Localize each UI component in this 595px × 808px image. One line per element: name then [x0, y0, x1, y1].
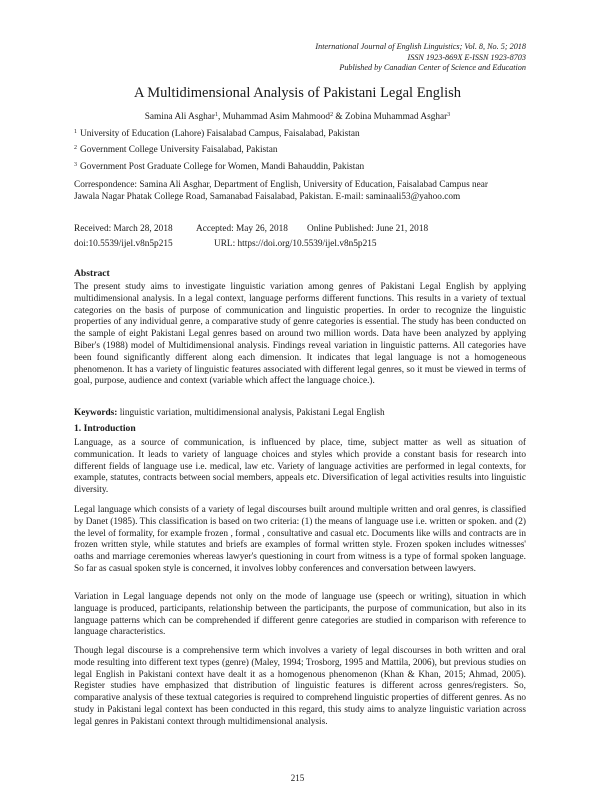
affiliation-number: 3 — [74, 162, 77, 168]
keywords-label: Keywords: — [74, 408, 118, 418]
correspondence — [74, 180, 554, 204]
affiliation-text: University of Education (Lahore) Faisalabad Campus, Faisalabad, Pakistan — [80, 129, 360, 139]
author-separator: & — [333, 112, 345, 122]
journal-issn: ISSN 1923-869X E-ISSN 1923-8703 — [407, 52, 526, 62]
doi-line — [74, 238, 377, 250]
abstract-text: The present study aims to investigate linguistic variation among genres of Pakistani Legal English by applying multidimensional analysis. In a legal context, language performs different functions. This results in a variety of textual categories on the basis of purpose of communication and linguistic properties. In order to recognize the linguistic properties of any individual genre, a comparative study of genre categories is essential. The study has been conducted on the sample of eight Pakistani Legal genres based on around two million words. Data have been analyzed by applying Biber's (1988) model of Multidimensional analysis. Findings reveal variation in linguistic patterns. All categories have been found significantly different along each dimension. It indicates that legal language is not a homogeneous phenomenon. It has a variety of linguistic features associated with different legal genres, so it must be viewed in terms of goal, purpose, audience and context (variable which affect the language choice.). — [74, 282, 526, 387]
author-affiliation-marker: 1 — [215, 112, 218, 118]
journal-citation: International Journal of English Linguistics; Vol. 8, No. 5; 2018 — [315, 42, 526, 51]
doi-url[interactable]: URL: https://doi.org/10.5539/ijel.v8n5p215 — [214, 239, 377, 249]
affiliation-number: 1 — [74, 129, 77, 135]
accepted-date: Accepted: May 26, 2018 — [196, 224, 288, 234]
correspondence-line: Correspondence: Samina Ali Asghar, Department of English, University of Education, Faisalabad Campus near — [74, 180, 489, 190]
body-paragraph: Variation in Legal language depends not only on the mode of language use (speech or writing), situation in which language is produced, participants, relationship between the participants, the purpose of communication, but also in its language patterns which can be comprehended if different genre categories are studied in comparison with reference to language characteristics. — [74, 592, 526, 638]
published-date: Online Published: June 21, 2018 — [307, 224, 429, 234]
abstract-heading: Abstract — [74, 268, 110, 279]
author-name: Muhammad Asim Mahmood — [222, 112, 331, 122]
journal-publisher: Published by Canadian Center of Science and Education — [339, 63, 526, 73]
affiliation-text: Government Post Graduate College for Women, Mandi Bahauddin, Pakistan — [80, 162, 365, 172]
author-name: Samina Ali Asghar — [144, 112, 215, 122]
paper-title: A Multidimensional Analysis of Pakistani Legal English — [133, 85, 462, 101]
received-date: Received: March 28, 2018 — [74, 224, 173, 234]
affiliation — [74, 144, 278, 156]
author-affiliation-marker: 2 — [330, 112, 334, 118]
body-paragraph: Legal language which consists of a variety of legal discourses built around multiple written and oral genres, is classified by Danet (1985). This classification is based on two criteria: (1) the means of language use i.e. written or spoken. and (2) the level of formality, for example frozen , formal , consultative and casual etc. Documents like wills and contracts are in frozen written style, while statutes and briefs are examples of formal written style. Frozen spoken includes witnesses' oaths and marriage ceremonies whereas lawyer's questioning in court from witness is a type of formal spoken language. So far as casual spoken style is concerned, it involves lobby conferences and conversation between lawyers. — [74, 505, 526, 574]
page-number: 215 — [290, 773, 305, 783]
journal-header — [126, 42, 526, 74]
publication-dates — [74, 223, 428, 235]
doi-text: doi:10.5539/ijel.v8n5p215 — [74, 239, 173, 249]
affiliation — [74, 161, 364, 173]
author-separator: , — [218, 112, 223, 122]
author-affiliation-marker: 3 — [447, 112, 451, 118]
body-paragraph: Though legal discourse is a comprehensive term which involves a variety of legal discourses in both written and oral mode resulting into different text types (genre) (Maley, 1994; Trosborg, 1995 and Mattila, 2006), but previous studies on legal English in Pakistani context have dealt it as a homogenous phenomenon (Khan & Khan, 2015; Ahmad, 2005). Register studies have emphasized that distribution of linguistic features is different across genres/registers. So, comparative analysis of these textual categories is required to comprehend linguistic properties of different genres. As no study in Pakistani legal context has been conducted in this regard, this study aims to analyze linguistic variation across legal genres in Pakistani context through multidimensional analysis. — [74, 646, 526, 727]
affiliation — [74, 128, 360, 140]
affiliation-number: 2 — [74, 145, 77, 151]
keywords — [74, 407, 385, 419]
body-paragraph: Language, as a source of communication, is influenced by place, time, subject matter as well as situation of communication. It leads to variety of language choices and styles which provide a constant basis for research into different fields of language use i.e. medical, law etc. Variety of language activities are performed in legal contexts, for example, statutes, contracts between social members, appeals etc. Diversification of legal activities results into linguistic diversity. — [74, 438, 526, 496]
correspondence-line: Jawala Nagar Phatak College Road, Samanabad Faisalabad, Pakistan. E-mail: saminaali53@yahoo.com — [74, 191, 461, 202]
affiliation-text: Government College University Faisalabad, Pakistan — [80, 145, 278, 155]
author-name: Zobina Muhammad Asghar — [344, 112, 448, 122]
keywords-text: linguistic variation, multidimensional analysis, Pakistani Legal English — [117, 408, 385, 418]
author-list — [0, 111, 595, 123]
introduction-heading: 1. Introduction — [74, 423, 136, 434]
